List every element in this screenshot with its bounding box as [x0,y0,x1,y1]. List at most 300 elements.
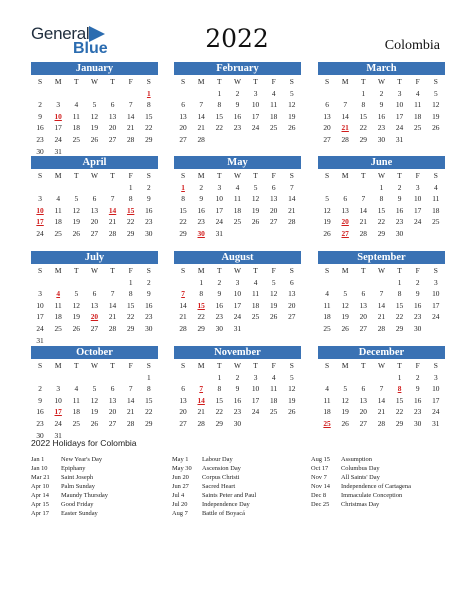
day-cell: 13 [269,194,278,204]
day-cell: 13 [108,111,117,121]
day-cell: 1 [128,277,133,287]
empty-day-cell [49,277,67,289]
day-cell: 29 [179,228,187,238]
day-cell: 3 [38,289,42,299]
day-cell: 23 [233,407,242,417]
day-cell: 9 [397,194,402,204]
holiday-name: New Year's Day [61,456,103,463]
day-cell: 11 [270,100,278,110]
weekday-header: M [341,171,349,180]
day-cell: 13 [323,111,331,121]
day-cell: 22 [215,407,223,417]
weekday-header: W [90,171,98,180]
day-cell: 24 [251,123,260,133]
day-cell: 7 [361,194,366,204]
day-cell: 5 [289,88,294,98]
month-june [318,156,445,240]
day-cell: 12 [341,395,349,405]
empty-day-cell [174,372,192,384]
holiday-date: Nov 14 [311,483,330,490]
day-cell: 16 [36,123,44,133]
empty-day-cell [318,277,336,289]
day-cell: 19 [72,217,80,227]
day-cell: 12 [341,300,349,310]
day-cell: 27 [179,418,187,428]
weekday-header: F [415,266,420,275]
day-cell: 11 [414,100,422,110]
day-cell: 5 [289,372,294,382]
weekday-header: M [197,171,205,180]
holiday-date: Nov 7 [311,474,327,481]
weekday-header: T [397,361,402,370]
day-cell: 20 [323,123,331,133]
empty-day-cell [49,372,67,384]
holiday-day-cell: 14 [108,205,117,215]
day-cell: 15 [395,300,404,310]
holiday-day-cell: 8 [397,384,402,394]
day-cell: 21 [197,407,205,417]
weekday-header: T [74,266,79,275]
holiday-row [31,500,171,509]
page-title-year: 2022 [205,24,269,53]
day-cell: 4 [235,182,240,192]
empty-day-cell [336,182,354,194]
weekday-header: S [146,266,151,275]
day-cell: 30 [377,134,386,144]
day-cell: 2 [415,372,420,382]
day-cell: 2 [235,372,240,382]
holiday-name: Sacred Heart [202,483,236,490]
day-cell: 2 [235,88,240,98]
weekday-header: T [397,266,402,275]
holiday-name: Battle of Boyacá [202,510,245,517]
day-cell: 22 [145,123,153,133]
holiday-day-cell: 21 [341,123,349,133]
holiday-name: Palm Sunday [61,483,95,490]
day-cell: 24 [395,123,404,133]
empty-day-cell [85,372,103,384]
day-cell: 11 [72,395,80,405]
empty-day-cell [354,277,372,289]
day-cell: 12 [90,111,99,121]
day-cell: 9 [217,289,222,299]
day-cell: 22 [395,407,404,417]
day-cell: 13 [359,300,367,310]
day-cell: 22 [395,312,404,322]
holiday-row [311,500,451,509]
day-cell: 4 [433,182,438,192]
weekday-header: T [110,77,115,86]
holiday-day-cell: 25 [323,418,331,428]
day-cell: 6 [271,182,276,192]
holiday-date: May 1 [172,456,189,463]
day-cell: 13 [90,300,99,310]
day-cell: 16 [197,205,205,215]
empty-day-cell [49,88,67,100]
weekday-header: S [181,171,186,180]
day-cell: 29 [126,228,135,238]
day-cell: 28 [359,228,367,238]
day-cell: 29 [215,418,223,428]
day-cell: 10 [54,395,62,405]
holiday-day-cell: 7 [199,384,204,394]
logo-blue-text: Blue [73,40,108,57]
weekday-header: S [38,361,43,370]
day-cell: 5 [92,100,97,110]
day-cell: 27 [179,134,187,144]
weekday-header: W [233,171,241,180]
day-cell: 21 [108,217,117,227]
empty-day-cell [318,372,336,384]
day-cell: 28 [126,418,135,428]
day-cell: 19 [288,111,296,121]
weekday-header: W [377,171,385,180]
month-header: February [174,62,301,75]
weekday-header: M [341,266,349,275]
empty-day-cell [85,182,103,194]
holiday-row [172,482,312,491]
day-cell: 4 [253,277,258,287]
day-cell: 10 [251,384,260,394]
day-cell: 31 [54,430,62,440]
holiday-day-cell: 14 [197,395,205,405]
day-cell: 13 [90,205,99,215]
day-cell: 25 [54,228,62,238]
holiday-day-cell: 7 [181,289,185,299]
day-cell: 19 [90,123,99,133]
weekday-header: T [74,361,79,370]
day-cell: 7 [110,194,115,204]
day-cell: 13 [108,395,117,405]
holiday-date: Jan 1 [31,456,45,463]
day-cell: 26 [269,312,278,322]
day-cell: 22 [145,407,153,417]
day-cell: 15 [359,111,367,121]
weekday-header: M [54,361,62,370]
day-cell: 12 [269,289,278,299]
month-february [174,62,301,146]
holiday-day-cell: 10 [54,111,62,121]
empty-day-cell [85,277,103,289]
day-cell: 5 [325,194,329,204]
day-cell: 31 [215,228,223,238]
weekday-header: S [289,361,294,370]
day-cell: 4 [325,384,329,394]
day-cell: 22 [126,312,135,322]
holiday-row [31,464,171,473]
month-october [31,346,158,441]
day-cell: 14 [126,111,135,121]
day-cell: 3 [415,182,420,192]
weekday-header: S [433,266,438,275]
day-cell: 17 [251,395,260,405]
holiday-date: Aug 15 [311,456,330,463]
day-grid [318,360,445,430]
day-cell: 25 [432,217,440,227]
day-cell: 20 [108,407,117,417]
day-cell: 26 [251,217,260,227]
day-cell: 14 [377,395,386,405]
holiday-row [31,482,171,491]
day-cell: 3 [397,88,402,98]
day-cell: 12 [251,194,260,204]
empty-day-cell [372,372,390,384]
holiday-name: Saint Joseph [61,474,94,481]
day-cell: 26 [432,123,440,133]
holiday-date: Dec 8 [311,492,327,499]
day-cell: 2 [217,277,222,287]
empty-day-cell [372,277,390,289]
day-cell: 14 [341,111,349,121]
day-cell: 11 [54,300,62,310]
day-cell: 16 [413,300,422,310]
empty-day-cell [336,277,354,289]
day-cell: 17 [36,312,44,322]
day-cell: 30 [215,323,223,333]
day-cell: 18 [233,205,242,215]
day-cell: 10 [432,384,440,394]
day-cell: 26 [72,228,80,238]
day-cell: 21 [197,123,205,133]
holiday-name: Independence of Cartagena [341,483,411,490]
day-cell: 21 [377,312,386,322]
holiday-column [172,455,312,518]
day-cell: 28 [341,134,349,144]
day-cell: 6 [110,100,115,110]
holiday-name: Labour Day [202,456,233,463]
day-cell: 27 [90,323,99,333]
day-cell: 6 [181,100,185,110]
day-cell: 7 [289,182,294,192]
day-cell: 30 [413,418,422,428]
weekday-header: S [38,266,43,275]
day-cell: 25 [72,134,80,144]
day-cell: 16 [145,205,153,215]
weekday-header: M [341,77,349,86]
day-cell: 17 [251,111,260,121]
day-cell: 15 [215,111,223,121]
day-cell: 5 [433,88,438,98]
month-header: November [174,346,301,359]
empty-day-cell [318,182,336,194]
weekday-header: T [253,266,258,275]
day-cell: 25 [269,407,278,417]
weekday-header: T [253,77,258,86]
day-cell: 4 [271,88,276,98]
holiday-day-cell: 15 [126,205,135,215]
weekday-header: F [128,77,133,86]
day-cell: 27 [323,134,331,144]
day-cell: 17 [215,205,223,215]
month-header: March [318,62,445,75]
day-cell: 9 [379,100,384,110]
day-cell: 31 [395,134,404,144]
holiday-row [311,491,451,500]
day-cell: 12 [72,300,80,310]
day-cell: 5 [253,182,258,192]
day-cell: 29 [395,323,404,333]
day-cell: 1 [146,372,151,382]
day-cell: 8 [397,289,402,299]
month-january [31,62,158,157]
day-cell: 13 [359,395,367,405]
day-cell: 18 [54,217,62,227]
weekday-header: S [146,77,151,86]
day-cell: 26 [90,418,99,428]
day-cell: 29 [197,323,205,333]
weekday-header: W [90,266,98,275]
weekday-header: F [415,171,420,180]
day-cell: 1 [217,88,222,98]
day-cell: 16 [233,111,242,121]
day-cell: 7 [343,100,348,110]
empty-day-cell [85,88,103,100]
day-cell: 12 [72,205,80,215]
day-cell: 6 [181,384,185,394]
day-cell: 12 [90,395,99,405]
weekday-header: F [271,171,276,180]
holiday-row [172,464,312,473]
holiday-date: Jan 10 [31,465,48,472]
day-cell: 23 [395,217,404,227]
day-cell: 19 [288,395,296,405]
holiday-row [172,509,312,518]
holiday-row [172,455,312,464]
holiday-column [31,455,171,518]
day-cell: 5 [74,194,79,204]
day-cell: 17 [395,111,404,121]
empty-day-cell [104,372,122,384]
day-cell: 4 [271,372,276,382]
weekday-header: M [54,77,62,86]
day-cell: 30 [36,430,44,440]
weekday-header: M [54,171,62,180]
empty-day-cell [336,372,354,384]
day-grid [31,360,158,441]
day-cell: 14 [179,300,187,310]
day-cell: 1 [217,372,222,382]
day-cell: 31 [36,335,44,345]
day-cell: 11 [270,384,278,394]
weekday-header: W [377,361,385,370]
day-cell: 23 [145,217,153,227]
day-cell: 19 [90,407,99,417]
weekday-header: S [181,77,186,86]
day-cell: 21 [126,407,135,417]
holiday-day-cell: 1 [181,182,185,192]
day-cell: 25 [413,123,422,133]
holiday-date: Apr 10 [31,483,49,490]
day-cell: 3 [56,100,61,110]
day-cell: 8 [379,194,384,204]
day-cell: 8 [128,194,133,204]
day-cell: 16 [215,300,223,310]
day-cell: 5 [343,289,348,299]
day-cell: 26 [288,123,296,133]
holiday-date: Apr 14 [31,492,49,499]
month-august [174,251,301,335]
day-cell: 17 [432,395,440,405]
weekday-header: F [415,361,420,370]
day-cell: 14 [288,194,296,204]
day-cell: 9 [235,100,240,110]
day-cell: 3 [253,88,258,98]
day-cell: 4 [56,194,61,204]
holiday-row [31,491,171,500]
day-grid [318,170,445,240]
day-cell: 27 [269,217,278,227]
day-cell: 24 [36,228,44,238]
weekday-header: W [233,361,241,370]
day-grid [174,76,301,146]
day-cell: 2 [379,88,384,98]
weekday-header: S [38,77,43,86]
empty-day-cell [49,182,67,194]
month-september [318,251,445,335]
day-cell: 6 [325,100,329,110]
holiday-row [311,473,451,482]
weekday-header: T [253,361,258,370]
country-label: Colombia [384,38,440,53]
day-cell: 25 [54,323,62,333]
empty-day-cell [67,372,85,384]
weekday-header: W [233,266,241,275]
day-cell: 28 [108,323,117,333]
day-cell: 21 [377,407,386,417]
day-cell: 1 [379,182,384,192]
day-cell: 5 [92,384,97,394]
empty-day-cell [192,372,210,384]
day-cell: 30 [145,228,153,238]
day-cell: 2 [199,182,204,192]
holiday-row [31,473,171,482]
day-cell: 10 [413,194,422,204]
day-cell: 1 [199,277,204,287]
day-cell: 15 [179,205,187,215]
day-cell: 3 [253,372,258,382]
day-cell: 18 [54,312,62,322]
day-cell: 23 [233,123,242,133]
month-header: July [31,251,158,264]
day-cell: 6 [361,289,366,299]
day-cell: 20 [269,205,278,215]
day-cell: 8 [128,289,133,299]
day-cell: 29 [145,134,153,144]
day-cell: 10 [395,100,404,110]
day-cell: 8 [181,194,185,204]
weekday-header: S [289,77,294,86]
empty-day-cell [354,372,372,384]
day-cell: 11 [432,194,440,204]
day-cell: 9 [38,111,42,121]
day-cell: 19 [341,407,349,417]
day-cell: 14 [377,300,386,310]
day-cell: 28 [179,323,187,333]
month-april [31,156,158,240]
empty-day-cell [336,88,354,100]
day-cell: 15 [395,395,404,405]
day-cell: 10 [432,289,440,299]
empty-day-cell [67,182,85,194]
day-cell: 25 [233,217,242,227]
weekday-header: S [433,171,438,180]
day-cell: 24 [251,407,260,417]
month-december [318,346,445,430]
day-cell: 18 [72,123,80,133]
weekday-header: T [74,171,79,180]
day-cell: 30 [233,418,242,428]
day-cell: 24 [36,323,44,333]
